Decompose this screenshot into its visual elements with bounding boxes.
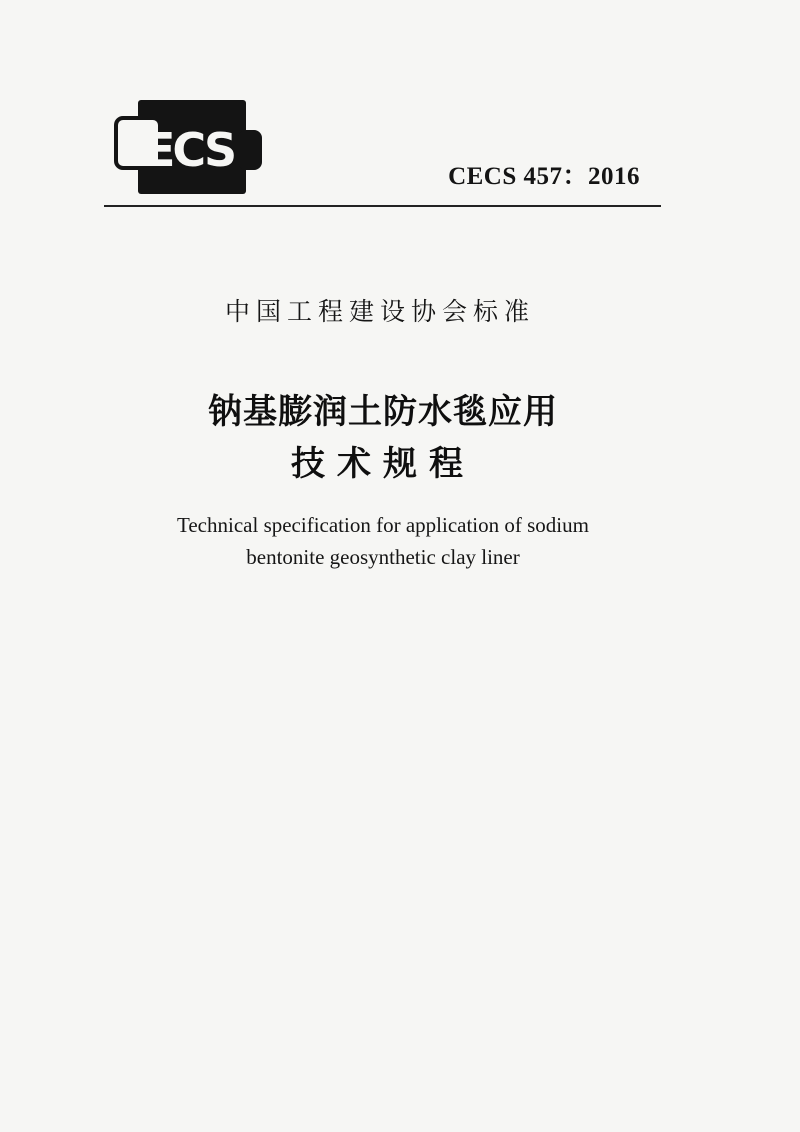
chinese-title-line-2: 技术规程 [291,444,475,484]
standard-number: CECS 457：2016 [448,163,640,190]
english-title-line-2: bentonite geosynthetic clay liner [246,545,520,569]
header-divider [104,205,661,207]
chinese-title-line-1: 钠基膨润土防水毯应用 [208,392,558,432]
logo-lettering: ECS [144,123,235,177]
cecs-logo [112,100,264,194]
association-name: 中国工程建设协会标准 [224,297,535,326]
english-title-line-1: Technical specification for application of sodium [177,513,589,537]
